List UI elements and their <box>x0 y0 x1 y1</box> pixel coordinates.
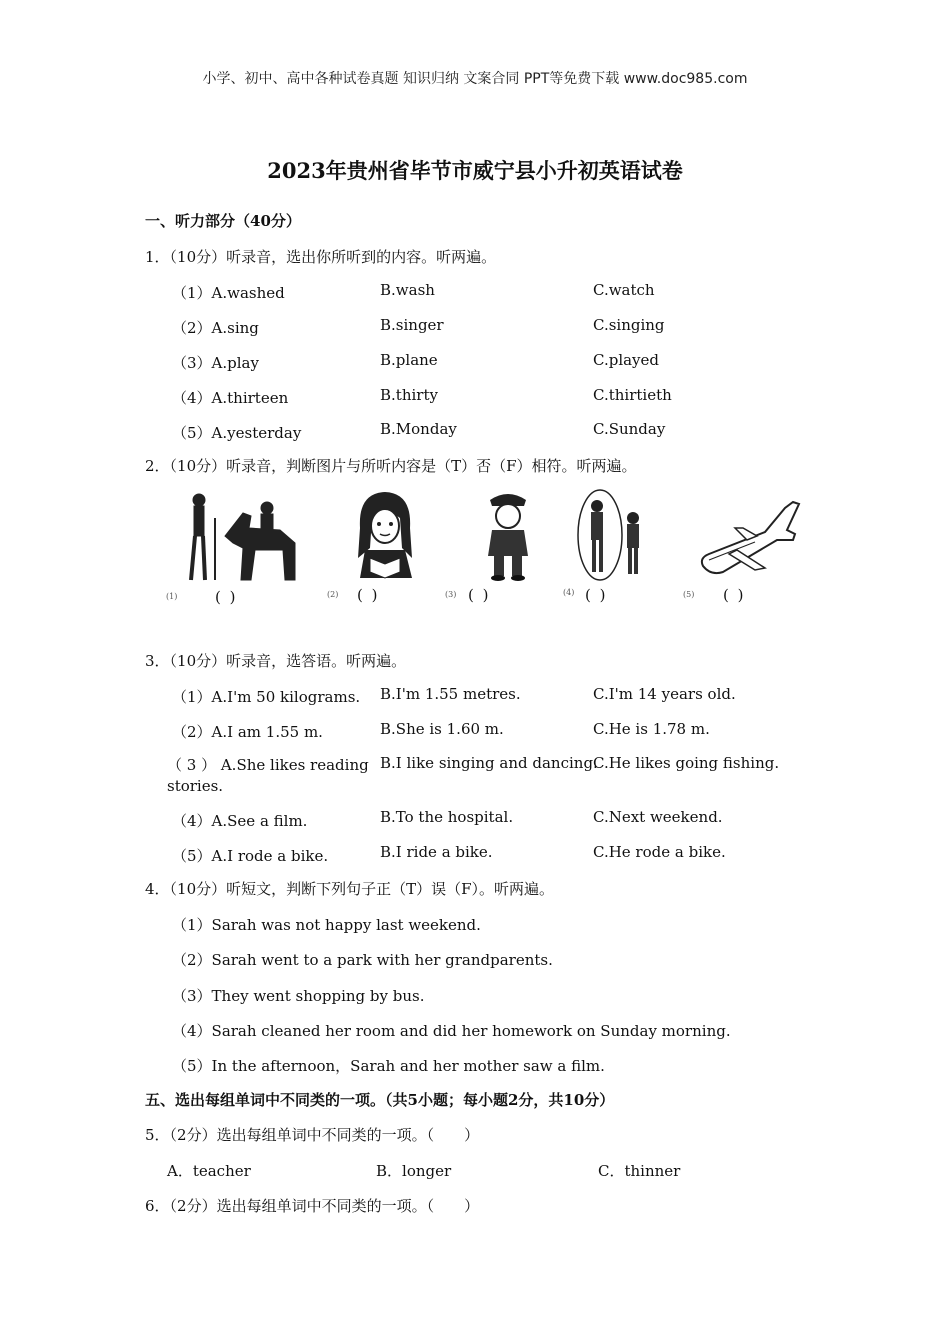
picture-horse-riding <box>185 488 300 588</box>
q3-stem: 3．（10分）听录音，选答语。听两遍。 <box>145 652 407 670</box>
pic-5-label: (5) <box>683 590 695 599</box>
q1-5-a[interactable]: （5）A.yesterday <box>172 424 302 442</box>
q1-3-b[interactable]: B.plane <box>380 351 438 369</box>
q6-stem: 6．（2分）选出每组单词中不同类的一项。（ ） <box>145 1197 480 1215</box>
q1-2-a[interactable]: （2）A.sing <box>172 319 259 337</box>
pic-2-label: (2) <box>327 590 339 599</box>
pic-4-answer[interactable]: ( ) <box>585 586 608 604</box>
pic-1-answer[interactable]: ( ) <box>215 588 238 606</box>
page-title: 2023年贵州省毕节市威宁县小升初英语试卷 <box>267 158 683 183</box>
q1-1-b[interactable]: B.wash <box>380 281 435 299</box>
q1-4-b[interactable]: B.thirty <box>380 386 438 404</box>
section-vocab-heading: 五、选出每组单词中不同类的一项。（共5小题；每小题2分，共10分） <box>145 1091 615 1109</box>
q4-statement-3: （3）They went shopping by bus. <box>172 987 425 1005</box>
q3-2-a[interactable]: （2）A.I am 1.55 m. <box>172 723 323 741</box>
section-listening-heading: 一、听力部分（40分） <box>145 212 301 230</box>
picture-girl-reading <box>350 488 420 583</box>
q4-statement-1: （1）Sarah was not happy last weekend. <box>172 916 481 934</box>
pic-3-label: (3) <box>445 590 457 599</box>
q3-2-c[interactable]: C.He is 1.78 m. <box>593 720 710 738</box>
q4-statement-4: （4）Sarah cleaned her room and did her homework on Sunday morning. <box>172 1022 731 1040</box>
q2-picture-row <box>160 488 810 618</box>
q1-3-c[interactable]: C.played <box>593 351 660 369</box>
q4-statement-5: （5）In the afternoon，Sarah and her mother saw a film. <box>172 1057 605 1075</box>
q3-1-c[interactable]: C.I'm 14 years old. <box>593 685 736 703</box>
pic-4-label: (4) <box>563 588 575 597</box>
q1-4-a[interactable]: （4）A.thirteen <box>172 389 289 407</box>
q1-2-c[interactable]: C.singing <box>593 316 665 334</box>
q3-5-c[interactable]: C.He rode a bike. <box>593 843 726 861</box>
page-header: 小学、初中、高中各种试卷真题 知识归纳 文案合同 PPT等免费下载 www.doc985.com <box>202 71 748 87</box>
q3-1-b[interactable]: B.I'm 1.55 metres. <box>380 685 521 703</box>
pic-2-answer[interactable]: ( ) <box>357 586 380 604</box>
q3-3-c[interactable]: C.He likes going fishing. <box>593 754 780 772</box>
q5-option-a[interactable]: A．teacher <box>167 1162 251 1180</box>
q3-2-b[interactable]: B.She is 1.60 m. <box>380 720 504 738</box>
pic-3-answer[interactable]: ( ) <box>468 586 491 604</box>
q3-3-a[interactable]: （ 3 ） A.She likes reading stories. <box>167 756 369 795</box>
q3-4-a[interactable]: （4）A.See a film. <box>172 812 308 830</box>
q1-stem: 1．（10分）听录音，选出你所听到的内容。听两遍。 <box>145 248 497 266</box>
q1-2-b[interactable]: B.singer <box>380 316 444 334</box>
q3-3-b[interactable]: B.I like singing and dancing. <box>380 754 598 772</box>
q5-option-b[interactable]: B．longer <box>376 1162 452 1180</box>
q3-1-a[interactable]: （1）A.I'm 50 kilograms. <box>172 688 361 706</box>
picture-policeman <box>480 488 535 583</box>
pic-5-answer[interactable]: ( ) <box>723 586 746 604</box>
q5-option-c[interactable]: C．thinner <box>598 1162 681 1180</box>
q5-stem: 5．（2分）选出每组单词中不同类的一项。（ ） <box>145 1126 480 1144</box>
picture-airplane <box>695 488 807 583</box>
q4-stem: 4．（10分）听短文，判断下列句子正（T）误（F）。听两遍。 <box>145 880 555 898</box>
pic-1-label: (1) <box>166 592 178 601</box>
q2-stem: 2．（10分）听录音，判断图片与所听内容是（T）否（F）相符。听两遍。 <box>145 457 637 475</box>
q3-5-a[interactable]: （5）A.I rode a bike. <box>172 847 329 865</box>
q1-1-c[interactable]: C.watch <box>593 281 655 299</box>
q1-5-b[interactable]: B.Monday <box>380 420 457 438</box>
q1-4-c[interactable]: C.thirtieth <box>593 386 672 404</box>
q1-5-c[interactable]: C.Sunday <box>593 420 666 438</box>
q4-statement-2: （2）Sarah went to a park with her grandparents. <box>172 951 553 969</box>
q1-1-a[interactable]: （1）A.washed <box>172 284 285 302</box>
picture-two-people <box>575 488 655 583</box>
q3-4-c[interactable]: C.Next weekend. <box>593 808 723 826</box>
q3-5-b[interactable]: B.I ride a bike. <box>380 843 493 861</box>
q3-4-b[interactable]: B.To the hospital. <box>380 808 514 826</box>
q1-3-a[interactable]: （3）A.play <box>172 354 259 372</box>
